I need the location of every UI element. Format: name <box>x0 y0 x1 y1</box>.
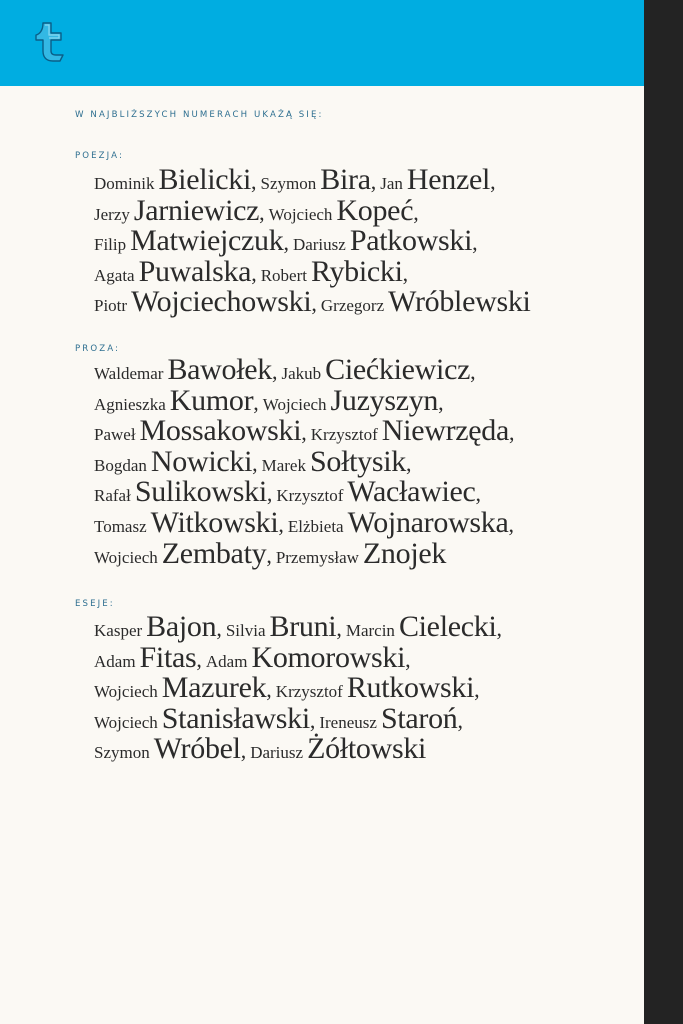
author-last-name: Mossakowski <box>139 414 302 448</box>
author-first-name: Marek <box>261 455 306 475</box>
author-first-name: Waldemar <box>94 364 164 383</box>
author-name <box>281 353 476 386</box>
author-last-name: Bielicki <box>158 163 252 196</box>
author-first-name: Jakub <box>281 364 322 383</box>
author-last-name: Zembaty <box>161 536 267 570</box>
t-logo-icon <box>27 20 73 64</box>
name-separator: , <box>370 169 377 194</box>
author-line <box>94 612 614 643</box>
name-separator: , <box>309 707 316 733</box>
author-line <box>94 355 614 386</box>
author-last-name: Bajon <box>146 610 217 643</box>
name-separator: , <box>413 199 419 225</box>
author-name <box>287 505 515 539</box>
author-name <box>94 475 273 509</box>
name-separator: , <box>457 707 463 733</box>
author-last-name: Bruni <box>269 610 337 643</box>
name-separator: , <box>266 542 272 568</box>
author-name <box>94 671 272 705</box>
name-separator: , <box>251 260 257 286</box>
author-name <box>319 701 463 735</box>
name-separator: , <box>311 291 317 317</box>
section-label-poezja: POEZJA: <box>75 151 124 161</box>
author-name <box>94 444 258 478</box>
author-first-name: Robert <box>260 265 307 285</box>
author-first-name: Wojciech <box>268 204 333 224</box>
name-separator: , <box>474 677 480 703</box>
author-first-name: Adam <box>205 651 248 671</box>
name-separator: , <box>216 616 222 641</box>
author-line <box>94 193 614 227</box>
author-first-name: Dominik <box>94 174 155 193</box>
name-separator: , <box>470 359 476 384</box>
author-last-name: Jarniewicz <box>133 193 260 227</box>
name-separator: , <box>472 230 478 256</box>
name-separator: , <box>266 481 273 507</box>
author-first-name: Piotr <box>94 296 128 316</box>
author-line <box>94 477 614 508</box>
author-last-name: Żółtowski <box>307 732 427 766</box>
author-last-name: Bawołek <box>167 353 272 386</box>
name-separator: , <box>252 450 258 476</box>
author-last-name: Rybicki <box>310 254 403 288</box>
author-first-name: Dariusz <box>292 235 346 255</box>
author-first-name: Grzegorz <box>320 296 385 316</box>
author-name <box>94 414 307 448</box>
author-name <box>276 475 482 509</box>
author-last-name: Kumor <box>169 383 254 417</box>
author-name <box>250 732 427 766</box>
name-separator: , <box>405 646 411 672</box>
author-name <box>345 610 502 643</box>
author-first-name: Krzysztof <box>310 425 378 445</box>
author-last-name: Wróblewski <box>388 285 531 319</box>
name-separator: , <box>508 511 515 537</box>
author-first-name: Silvia <box>225 621 266 640</box>
author-line <box>94 701 614 735</box>
author-first-name: Bogdan <box>94 455 147 475</box>
author-last-name: Bira <box>320 163 371 196</box>
author-last-name: Wojciechowski <box>131 285 312 319</box>
author-first-name: Szymon <box>94 743 150 763</box>
author-name <box>94 610 222 643</box>
top-banner <box>0 0 644 86</box>
author-last-name: Fitas <box>139 640 197 674</box>
name-separator: , <box>266 677 272 703</box>
right-edge-strip <box>644 0 683 1024</box>
name-separator: , <box>402 260 409 286</box>
author-line <box>94 383 614 417</box>
author-last-name: Rutkowski <box>346 671 475 705</box>
author-name <box>94 732 247 766</box>
name-separator: , <box>283 230 289 256</box>
author-first-name: Adam <box>94 651 136 671</box>
author-line <box>94 734 614 765</box>
section-proza <box>94 355 614 569</box>
author-line <box>94 640 614 674</box>
author-last-name: Znojek <box>362 536 447 570</box>
author-first-name: Krzysztof <box>276 486 344 506</box>
author-first-name: Przemysław <box>275 547 359 567</box>
author-name <box>292 224 478 258</box>
name-separator: , <box>196 646 202 672</box>
author-last-name: Kopeć <box>336 193 414 227</box>
author-name <box>261 444 412 478</box>
author-line <box>94 226 614 257</box>
author-name <box>260 254 409 288</box>
name-separator: , <box>490 169 496 194</box>
author-name <box>310 414 515 448</box>
author-last-name: Nowicki <box>150 444 253 478</box>
author-line <box>94 536 614 570</box>
author-last-name: Henzel <box>406 163 491 196</box>
author-first-name: Wojciech <box>94 547 158 567</box>
author-first-name: Rafał <box>94 486 131 506</box>
author-first-name: Filip <box>94 235 127 255</box>
author-name <box>260 163 377 196</box>
author-last-name: Komorowski <box>251 640 406 674</box>
name-separator: , <box>509 420 515 446</box>
author-name <box>205 640 411 674</box>
author-name <box>94 193 265 227</box>
author-first-name: Szymon <box>260 174 317 193</box>
author-first-name: Kasper <box>94 621 143 640</box>
author-first-name: Krzysztof <box>275 682 343 702</box>
name-separator: , <box>253 389 259 415</box>
author-name <box>275 671 480 705</box>
author-last-name: Patkowski <box>349 224 473 258</box>
author-name <box>275 536 447 570</box>
author-name <box>94 701 316 735</box>
author-last-name: Cielecki <box>398 610 497 643</box>
author-first-name: Marcin <box>345 621 395 640</box>
author-last-name: Staroń <box>380 701 458 735</box>
author-last-name: Sołtysik <box>309 444 406 478</box>
author-name <box>94 505 284 539</box>
name-separator: , <box>438 389 444 415</box>
name-separator: , <box>496 616 502 641</box>
author-last-name: Wacławiec <box>347 475 476 509</box>
name-separator: , <box>259 199 265 225</box>
author-first-name: Elżbieta <box>287 516 344 536</box>
author-first-name: Wojciech <box>262 394 327 414</box>
author-last-name: Witkowski <box>150 505 279 539</box>
announcement-heading: W NAJBLIŻSZYCH NUMERACH UKAŻĄ SIĘ: <box>75 110 324 120</box>
author-name <box>94 224 289 258</box>
author-line <box>94 505 614 539</box>
author-name <box>94 536 272 570</box>
author-first-name: Dariusz <box>250 743 304 763</box>
author-name <box>268 193 419 227</box>
author-name <box>94 254 257 288</box>
author-line <box>94 165 614 196</box>
author-line <box>94 416 614 447</box>
author-name <box>94 383 259 417</box>
author-name <box>262 383 444 417</box>
author-name <box>94 353 278 386</box>
author-last-name: Stanisławski <box>161 701 310 735</box>
author-last-name: Juzyszyn <box>330 383 439 417</box>
section-label-proza: PROZA: <box>75 344 121 354</box>
author-line <box>94 254 614 288</box>
name-separator: , <box>271 359 278 384</box>
author-first-name: Jerzy <box>94 204 130 224</box>
author-name <box>94 163 257 196</box>
section-poezja <box>94 165 614 318</box>
author-last-name: Niewrzęda <box>381 414 510 448</box>
author-last-name: Sulikowski <box>134 475 267 509</box>
author-first-name: Agata <box>94 265 135 285</box>
author-line <box>94 673 614 704</box>
author-first-name: Jan <box>380 174 403 193</box>
name-separator: , <box>301 420 307 446</box>
name-separator: , <box>405 450 412 476</box>
author-line <box>94 444 614 478</box>
author-name <box>225 610 342 643</box>
author-last-name: Ciećkiewicz <box>325 353 471 386</box>
author-last-name: Wróbel <box>153 732 241 766</box>
name-separator: , <box>336 616 342 641</box>
name-separator: , <box>251 169 257 194</box>
author-name <box>94 285 317 319</box>
name-separator: , <box>278 511 284 537</box>
author-first-name: Wojciech <box>94 712 158 732</box>
author-first-name: Agnieszka <box>94 394 166 414</box>
author-last-name: Matwiejczuk <box>130 224 284 258</box>
name-separator: , <box>475 481 482 507</box>
author-first-name: Tomasz <box>94 516 147 536</box>
author-first-name: Wojciech <box>94 682 158 702</box>
author-name <box>380 163 496 196</box>
section-label-eseje: ESEJE: <box>75 599 115 609</box>
author-last-name: Wojnarowska <box>347 505 509 539</box>
author-name <box>320 285 531 319</box>
name-separator: , <box>240 738 247 764</box>
author-last-name: Mazurek <box>161 671 267 705</box>
author-first-name: Paweł <box>94 425 136 445</box>
author-line <box>94 287 614 318</box>
author-last-name: Puwalska <box>138 254 252 288</box>
author-first-name: Ireneusz <box>319 712 377 732</box>
author-name <box>94 640 202 674</box>
section-eseje <box>94 612 614 765</box>
